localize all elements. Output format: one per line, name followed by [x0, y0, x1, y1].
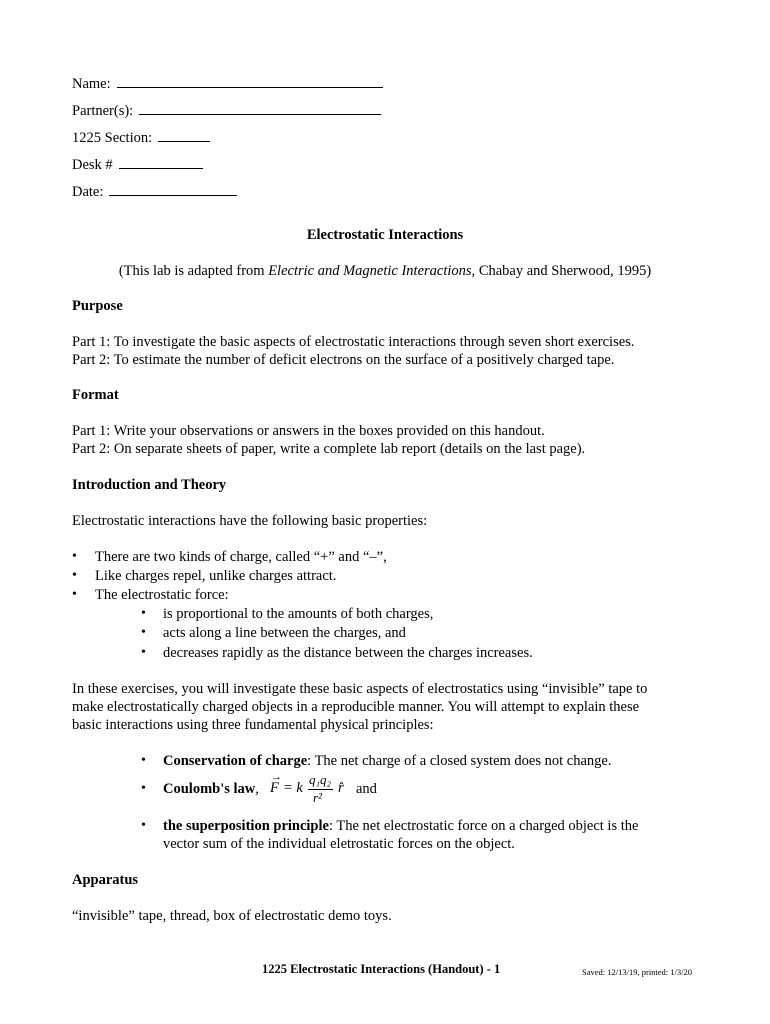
- adapted-prefix: (This lab is adapted from: [118, 263, 269, 279]
- bullet-item: There are two kinds of charge, called “+” and “–”,: [95, 549, 387, 565]
- formula-rhat: r̂: [338, 780, 344, 796]
- superposition-text: : The net electrostatic force on a charged object is the: [328, 818, 639, 834]
- formula-eq: = k: [283, 780, 303, 796]
- principle-superposition: [163, 817, 638, 835]
- coulomb-comma: ,: [255, 781, 259, 797]
- format-heading: Format: [72, 387, 119, 403]
- superposition-term: the superposition principle: [163, 818, 329, 834]
- conservation-term: Conservation of charge: [163, 753, 308, 769]
- name-label: Name:: [72, 76, 111, 92]
- sub-bullet-item: decreases rapidly as the distance between the charges increases.: [163, 645, 533, 661]
- intro-paragraph-line-1: In these exercises, you will investigate these basic aspects of electrostatics using “invisible” tape to: [72, 681, 648, 697]
- adapted-note: [0, 262, 770, 280]
- apparatus-text: “invisible” tape, thread, box of electrostatic demo toys.: [72, 908, 392, 924]
- desk-label: Desk #: [72, 157, 113, 173]
- formula-denominator: r²: [313, 790, 322, 805]
- principle-bullet-icon: •: [141, 753, 146, 768]
- desk-blank[interactable]: [119, 155, 203, 169]
- principle-bullet-icon: •: [141, 781, 146, 796]
- name-blank[interactable]: [117, 74, 383, 88]
- superposition-text-line-2: vector sum of the individual eletrostatic forces on the object.: [163, 836, 515, 852]
- partners-field[interactable]: [72, 101, 381, 120]
- adapted-book: Electric and Magnetic Interactions,: [268, 263, 476, 279]
- page-title: Electrostatic Interactions: [306, 227, 464, 243]
- section-blank[interactable]: [158, 128, 210, 142]
- vector-arrow-icon: →: [271, 771, 282, 783]
- name-field[interactable]: [72, 74, 383, 93]
- format-line-2: Part 2: On separate sheets of paper, write a complete lab report (details on the last page).: [72, 441, 586, 457]
- coulomb-and: and: [356, 781, 377, 797]
- intro-paragraph-line-2: make electrostatically charged objects in a reproducible manner. You will attempt to explain these: [72, 699, 640, 715]
- date-blank[interactable]: [109, 182, 237, 196]
- intro-paragraph-line-3: basic interactions using three fundamental physical principles:: [72, 717, 434, 733]
- sub-bullet-icon: •: [141, 645, 146, 660]
- footer-title: 1225 Electrostatic Interactions (Handout) - 1: [262, 962, 501, 976]
- date-field[interactable]: [72, 182, 237, 201]
- format-line-1: Part 1: Write your observations or answers in the boxes provided on this handout.: [72, 423, 545, 439]
- coulomb-term: Coulomb's law: [163, 781, 256, 797]
- section-field[interactable]: [72, 128, 210, 147]
- sub-bullet-icon: •: [141, 606, 146, 621]
- principle-coulomb: [163, 780, 259, 798]
- bullet-icon: •: [72, 568, 77, 583]
- purpose-heading: Purpose: [72, 298, 123, 314]
- principle-conservation: [163, 752, 611, 770]
- apparatus-heading: Apparatus: [72, 872, 139, 888]
- partners-blank[interactable]: [139, 101, 381, 115]
- section-label: 1225 Section:: [72, 130, 153, 146]
- desk-field[interactable]: [72, 155, 203, 174]
- principle-bullet-icon: •: [141, 818, 146, 833]
- intro-lead: Electrostatic interactions have the following basic properties:: [72, 513, 428, 529]
- date-label: Date:: [72, 184, 104, 200]
- conservation-text: : The net charge of a closed system does not change.: [307, 753, 612, 769]
- sub-bullet-item: is proportional to the amounts of both charges,: [163, 606, 434, 622]
- purpose-line-2: Part 2: To estimate the number of deficit electrons on the surface of a positively charged tape.: [72, 352, 615, 368]
- adapted-suffix: Chabay and Sherwood, 1995): [475, 263, 652, 279]
- intro-heading: Introduction and Theory: [72, 477, 227, 493]
- purpose-line-1: Part 1: To investigate the basic aspects of electrostatic interactions through seven short exercises.: [72, 334, 635, 350]
- sub-bullet-item: acts along a line between the charges, and: [163, 625, 406, 641]
- bullet-item: Like charges repel, unlike charges attract.: [95, 568, 337, 584]
- formula-lhs: → F: [270, 771, 282, 796]
- sub-bullet-icon: •: [141, 625, 146, 640]
- bullet-icon: •: [72, 549, 77, 564]
- footer-saved: Saved: 12/13/19, printed: 1/3/20: [582, 967, 693, 977]
- bullet-item: The electrostatic force:: [95, 587, 229, 603]
- formula-numerator: q₁q₂: [309, 772, 332, 787]
- bullet-icon: •: [72, 587, 77, 602]
- partners-label: Partner(s):: [72, 103, 134, 119]
